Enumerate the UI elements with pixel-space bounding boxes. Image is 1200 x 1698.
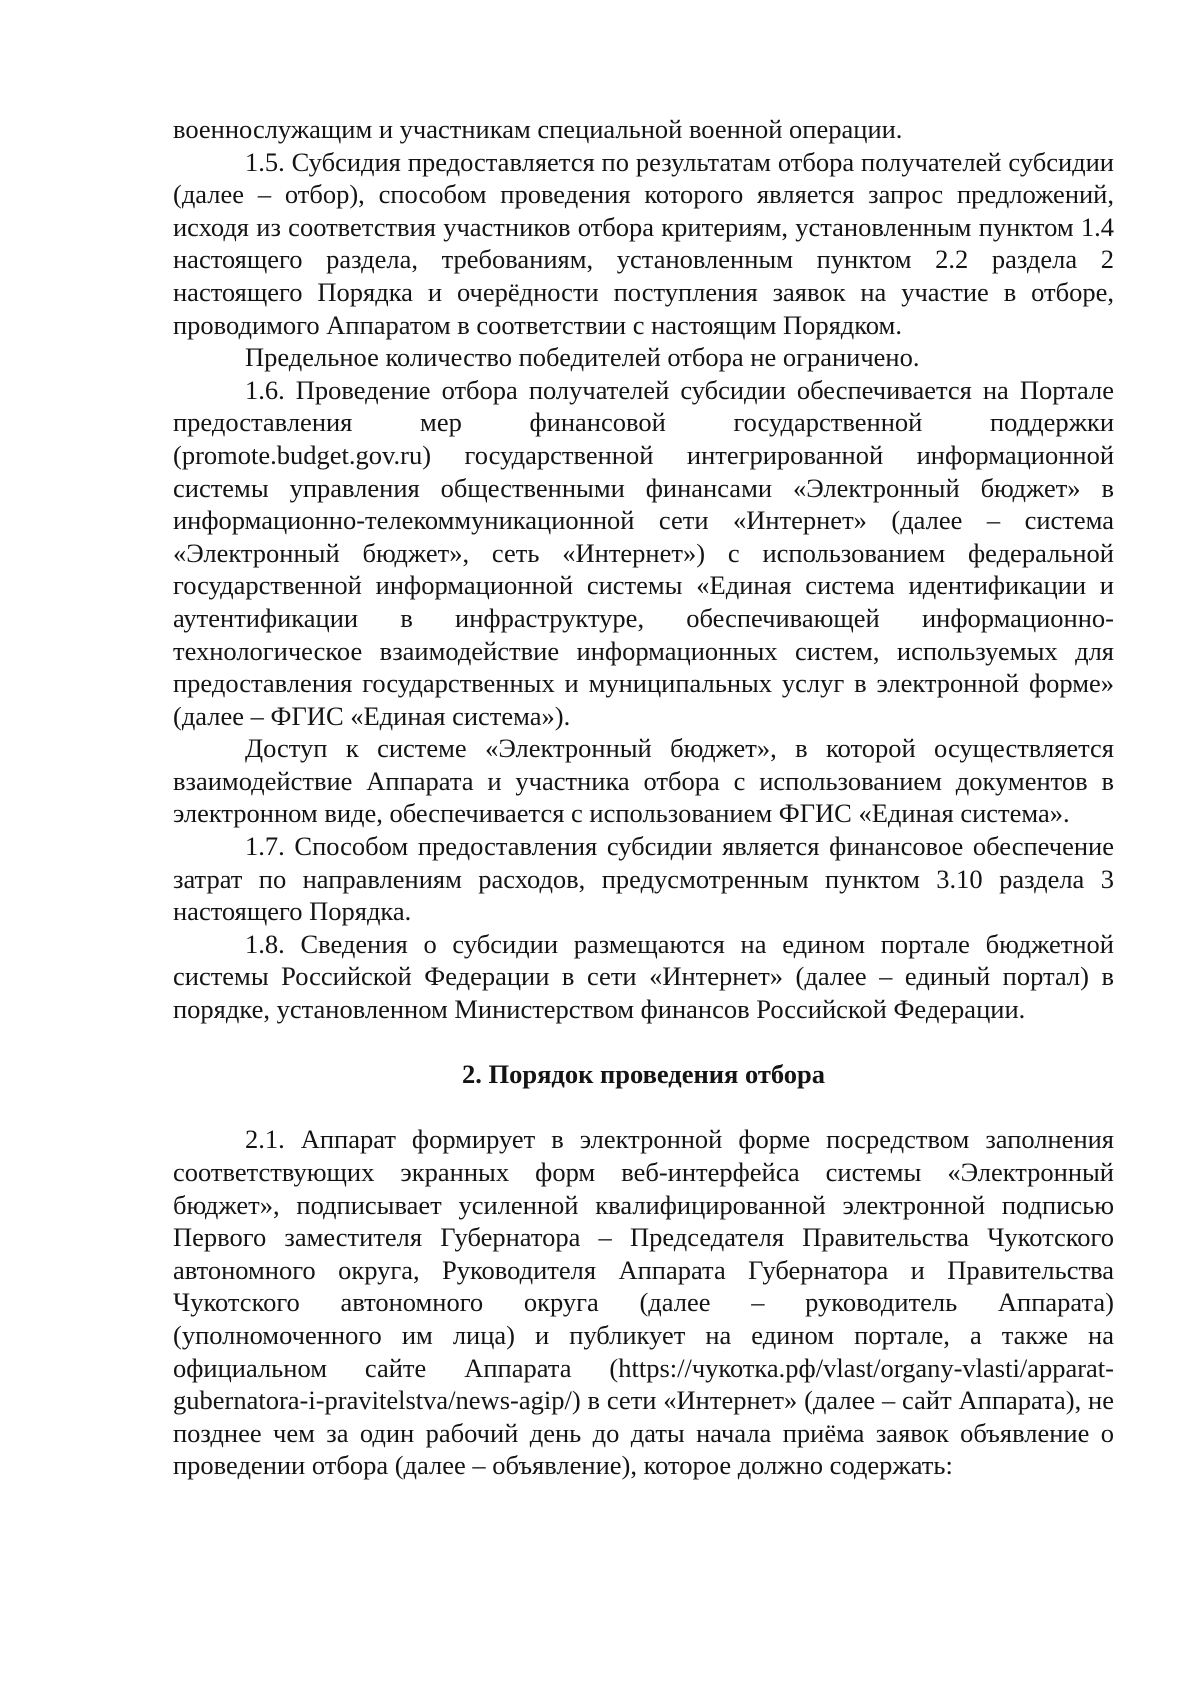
paragraph-1-5: 1.5. Субсидия предоставляется по результатам отбора получателей субсидии (далее – отбор), способом проведения которого является запрос предложений, исходя из соответствия участников отбора критериям, установленным пунктом 1.4 настоящего раздела, требованиям, установленным пунктом 2.2 раздела 2 настоящего Порядка и очерёдности поступления заявок на участие в отборе, проводимого Аппаратом в соответствии с настоящим Порядком. (173, 146, 1114, 340)
paragraph-1-8: 1.8. Сведения о субсидии размещаются на едином портале бюджетной системы Российской Федерации в сети «Интернет» (далее – единый портал) в порядке, установленном Министерством финансов Российской Федерации. (173, 928, 1114, 1025)
paragraph-1-7: 1.7. Способом предоставления субсидии является финансовое обеспечение затрат по направлениям расходов, предусмотренным пунктом 3.10 раздела 3 настоящего Порядка. (173, 831, 1114, 927)
paragraph-2-1: 2.1. Аппарат формирует в электронной форме посредством заполнения соответствующих экранных форм веб-интерфейса системы «Электронный бюджет», подписывает усиленной квалифицированной электронной подписью Первого заместителя Губернатора – Председателя Правительства Чукотского автономного округа, Руководителя Аппарата Губернатора и Правительства Чукотского автономного округа (далее – руководитель Аппарата) (уполномоченного им лица) и публикует на едином портале, а также на официальном сайте Аппарата (https://чукотка.рф/vlast/organy-vlasti/apparat-gubernatora-i-pravitelstva/news-agip/) в сети «Интернет» (далее – сайт Аппарата), не позднее чем за один рабочий день до даты начала приёма заявок объявление о проведении отбора (далее – объявление), которое должно содержать: (173, 1124, 1114, 1481)
document-page (173, 113, 1114, 1482)
paragraph-1-6: 1.6. Проведение отбора получателей субсидии обеспечивается на Портале предоставления мер финансовой государственной поддержки (promote.budget.gov.ru) государственной интегрированной информационной системы управления общественными финансами «Электронный бюджет» в информационно-телекоммуникационной сети «Интернет» (далее – система «Электронный бюджет», сеть «Интернет») с использованием федеральной государственной информационной системы «Единая система идентификации и аутентификации в инфраструктуре, обеспечивающей информационно-технологическое взаимодействие информационных систем, используемых для предоставления государственных и муниципальных услуг в электронной форме» (далее – ФГИС «Единая система»). (173, 374, 1114, 731)
paragraph-continuation: военнослужащим и участникам специальной военной операции. (173, 114, 903, 144)
paragraph-winners-limit: Предельное количество победителей отбора не ограничено. (245, 342, 920, 373)
paragraph-access: Доступ к системе «Электронный бюджет», в которой осуществляется взаимодействие Аппарата и участника отбора с использованием документов в электронном виде, обеспечивается с использованием ФГИС «Единая система». (173, 733, 1114, 829)
section-2-heading: 2. Порядок проведения отбора (461, 1059, 826, 1090)
